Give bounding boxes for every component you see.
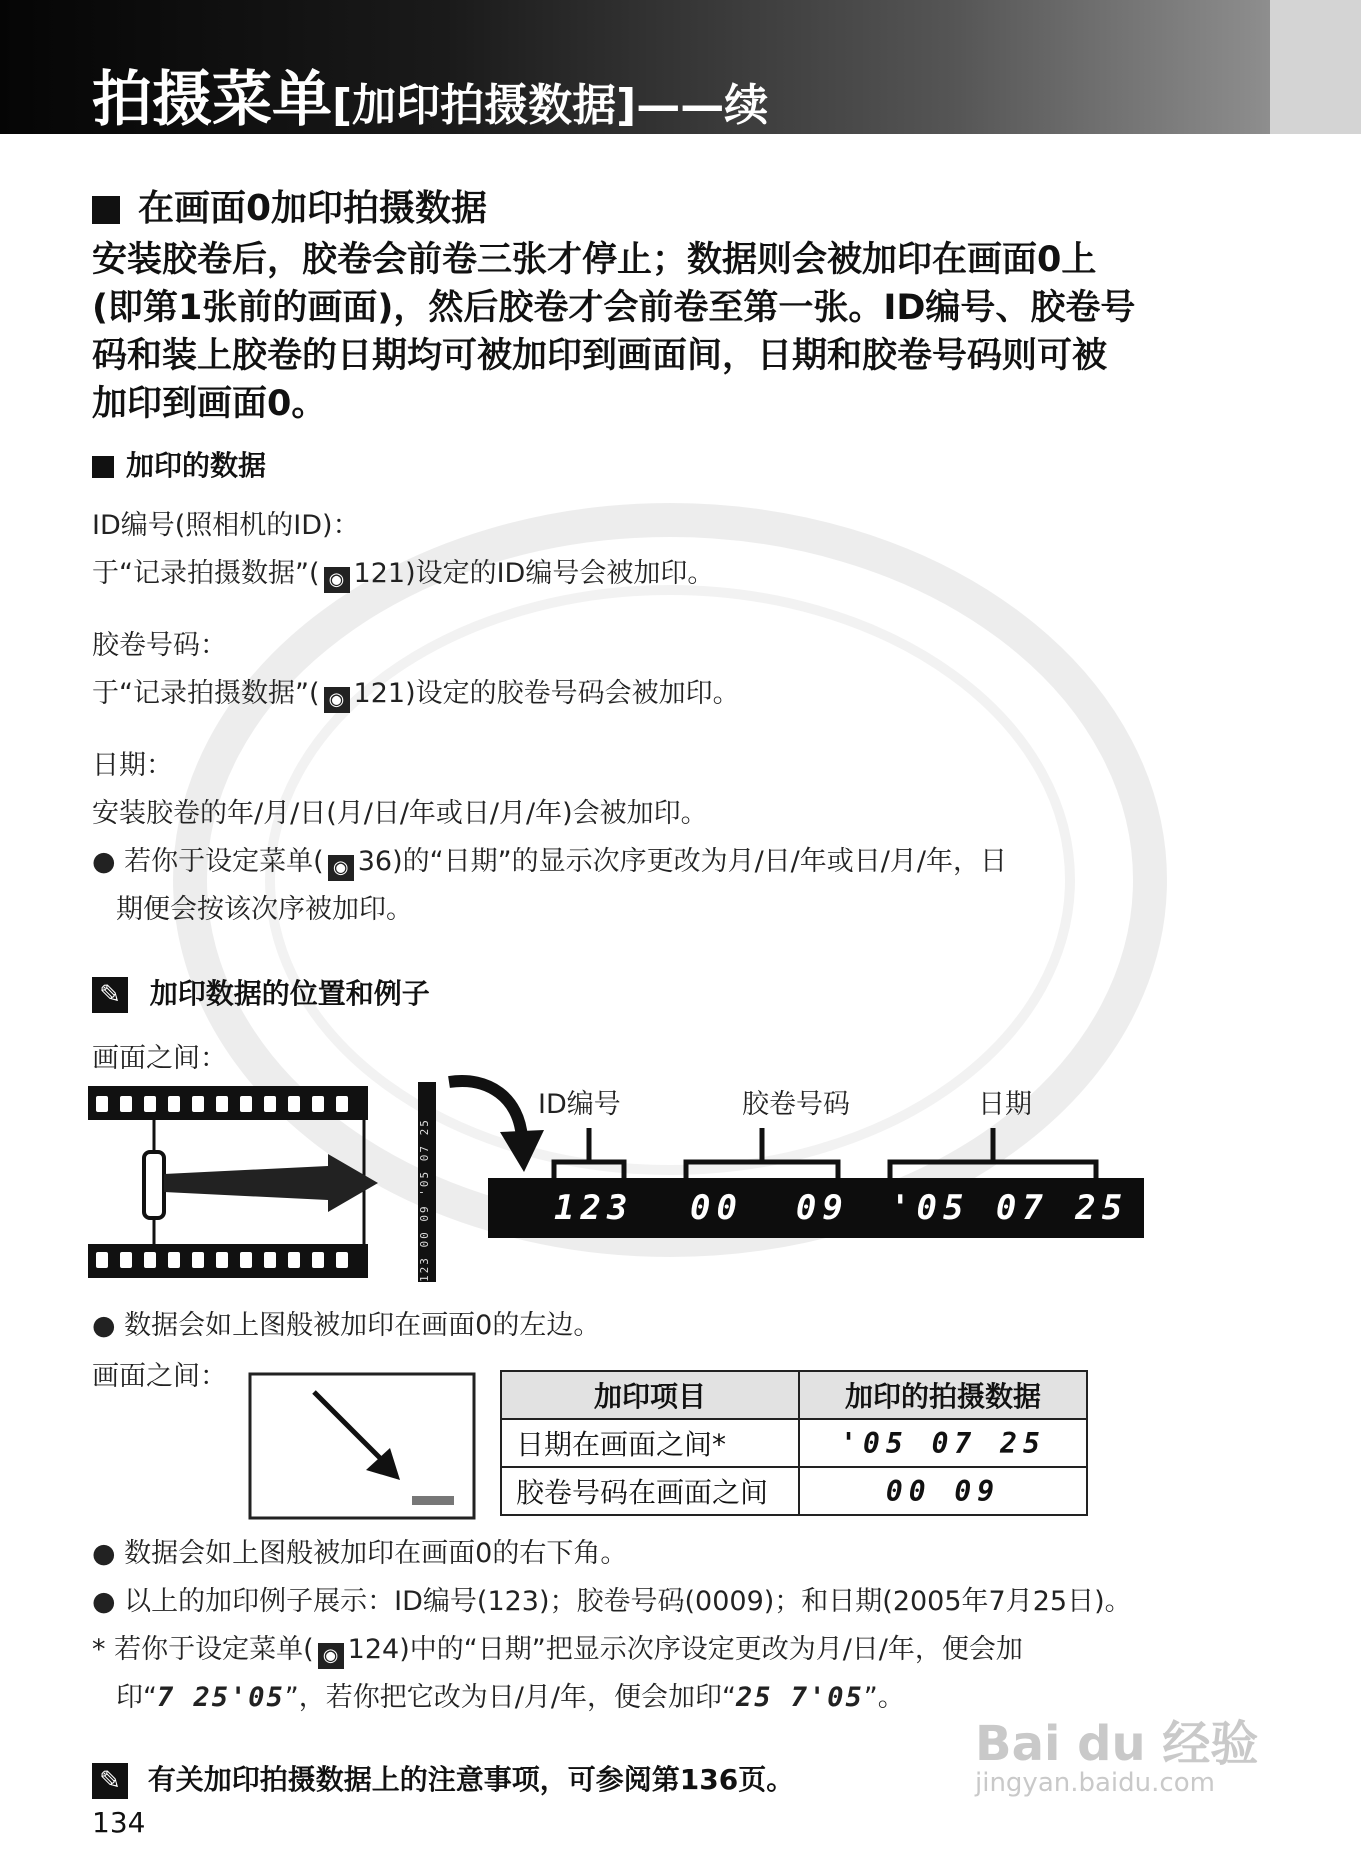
between-label-1: 画面之间： — [92, 1043, 227, 1074]
square-bullet-icon — [92, 456, 114, 478]
page-number: 134 — [92, 1806, 146, 1839]
footnote-ref: 124 — [347, 1634, 400, 1665]
strip-value-date: '05 07 25 — [890, 1188, 1129, 1228]
date-desc: 安装胶卷的年/月/日(月/日/年或日/月/年)会被加印。 — [92, 798, 708, 829]
camera-ref-icon: ◉ — [328, 855, 354, 881]
table-header: 加印的拍摄数据 — [799, 1371, 1087, 1419]
date-bullet-b: )的“日期”的显示次序更改为月/日/年或日/月/年，日 — [392, 846, 1007, 877]
title-sub: [加印拍摄数据] — [332, 80, 637, 131]
printed-data-heading — [92, 444, 266, 484]
bullet-2-text: 数据会如上图般被加印在画面0的右下角。 — [124, 1538, 628, 1569]
section-heading-text: 在画面0加印拍摄数据 — [138, 188, 488, 229]
vertical-strip-text: 123 00 09 '05 07 25 — [418, 1118, 431, 1282]
footnote-c3: ”。 — [863, 1682, 905, 1713]
bottom-notes — [92, 1530, 1302, 1722]
print-data-table — [500, 1370, 1088, 1516]
pencil-icon: ✎ — [92, 977, 128, 1013]
camera-ref-icon: ◉ — [318, 1643, 344, 1669]
baidu-watermark: Bai du 经验 — [975, 1716, 1259, 1772]
header-tab — [1270, 0, 1361, 134]
intro-line: 码和装上胶卷的日期均可被加印到画面间，日期和胶卷号码则可被 — [92, 336, 1108, 376]
date-bullet: ● 若你于设定菜单( ◉ 36)的“日期”的显示次序更改为月/日/年或日/月/年，日 — [92, 838, 1292, 886]
id-desc-b: )设定的ID编号会被加印。 — [405, 558, 715, 589]
footnote-c1: 印“ — [116, 1682, 157, 1713]
footnote-lcd-2: 25 7'05 — [735, 1682, 864, 1713]
bullet-3: ● 以上的加印例子展示：ID编号(123)；胶卷号码(0009)；和日期(2005年7月25日)。 — [92, 1586, 1132, 1617]
section-heading — [92, 180, 487, 231]
bullet-3-text: 以上的加印例子展示：ID编号(123)；胶卷号码(0009)；和日期(2005年7月25日)。 — [124, 1586, 1132, 1617]
footer-note-text: 有关加印拍摄数据上的注意事项，可参阅第136页。 — [147, 1763, 795, 1796]
page-title — [92, 52, 768, 138]
note-heading-text: 加印数据的位置和例子 — [149, 977, 430, 1010]
strip-value-id: 123 — [554, 1188, 634, 1228]
film-strip-diagram — [88, 1082, 448, 1282]
film-label: 胶卷号码： — [92, 630, 227, 661]
table-cell-item: 日期在画面之间* — [501, 1419, 799, 1467]
table-cell-data: '05 07 25 — [799, 1419, 1087, 1467]
square-bullet-icon — [92, 196, 120, 224]
table-cell-item: 胶卷号码在画面之间 — [501, 1467, 799, 1515]
footer-note — [92, 1758, 794, 1799]
title-suffix: ——续 — [636, 80, 769, 131]
table-row — [501, 1467, 1087, 1515]
camera-ref-icon: ◉ — [324, 567, 350, 593]
bullet-2: ● 数据会如上图般被加印在画面0的右下角。 — [92, 1538, 628, 1569]
footnote-a: 若你于设定菜单( — [114, 1634, 314, 1665]
between-label-2: 画面之间： — [92, 1361, 227, 1392]
note-heading — [92, 972, 430, 1013]
id-label: ID编号(照相机的ID)： — [92, 510, 360, 541]
frame-diagram — [248, 1372, 476, 1520]
pencil-icon: ✎ — [92, 1763, 128, 1799]
table-header: 加印项目 — [501, 1371, 799, 1419]
bracket-lines — [540, 1122, 1140, 1182]
footnote-c2: ”，若你把它改为日/月/年，便会加印“ — [284, 1682, 736, 1713]
id-desc-a: 于“记录拍摄数据”( — [92, 558, 320, 589]
date-bullet-ref: 36 — [357, 846, 393, 877]
table-header-row — [501, 1371, 1087, 1419]
strip-label-date: 日期 — [978, 1089, 1032, 1120]
strip-label-id: ID编号 — [538, 1089, 621, 1120]
date-label: 日期： — [92, 750, 173, 781]
id-ref: 121 — [353, 558, 406, 589]
baidu-watermark-url: jingyan.baidu.com — [975, 1768, 1215, 1798]
intro-line: 安装胶卷后，胶卷会前卷三张才停止；数据则会被加印在画面0上 — [92, 240, 1097, 280]
date-bullet-a: 若你于设定菜单( — [124, 846, 324, 877]
strip-value-film: 00 09 — [690, 1188, 849, 1228]
intro-line: (即第1张前的画面)，然后胶卷才会前卷至第一张。ID编号、胶卷号 — [92, 288, 1136, 328]
intro-line: 加印到画面0。 — [92, 384, 327, 424]
footnote-lcd-1: 7 25'05 — [157, 1682, 285, 1713]
bullet-1-text: 数据会如上图般被加印在画面0的左边。 — [124, 1310, 601, 1341]
bullet-1: ● 数据会如上图般被加印在画面0的左边。 — [92, 1310, 601, 1341]
printed-data-list — [92, 502, 1292, 934]
id-desc — [92, 550, 1292, 598]
printed-data-heading-text: 加印的数据 — [126, 449, 267, 482]
film-ref: 121 — [353, 678, 406, 709]
curved-arrow-icon — [444, 1068, 544, 1178]
strip-label-film: 胶卷号码 — [742, 1089, 850, 1120]
intro-paragraph — [92, 236, 1292, 428]
film-desc-a: 于“记录拍摄数据”( — [92, 678, 320, 709]
title-main: 拍摄菜单 — [92, 65, 332, 135]
table-cell-data: 00 09 — [799, 1467, 1087, 1515]
footnote: * 若你于设定菜单( ◉ 124)中的“日期”把显示次序设定更改为月/日/年，便会加 — [92, 1626, 1302, 1674]
table-row — [501, 1419, 1087, 1467]
date-bullet-cont: 期便会按该次序被加印。 — [116, 894, 413, 925]
film-desc-b: )设定的胶卷号码会被加印。 — [405, 678, 740, 709]
film-desc — [92, 670, 1292, 718]
footnote-b: )中的“日期”把显示次序设定更改为月/日/年，便会加 — [399, 1634, 1023, 1665]
camera-ref-icon: ◉ — [324, 687, 350, 713]
